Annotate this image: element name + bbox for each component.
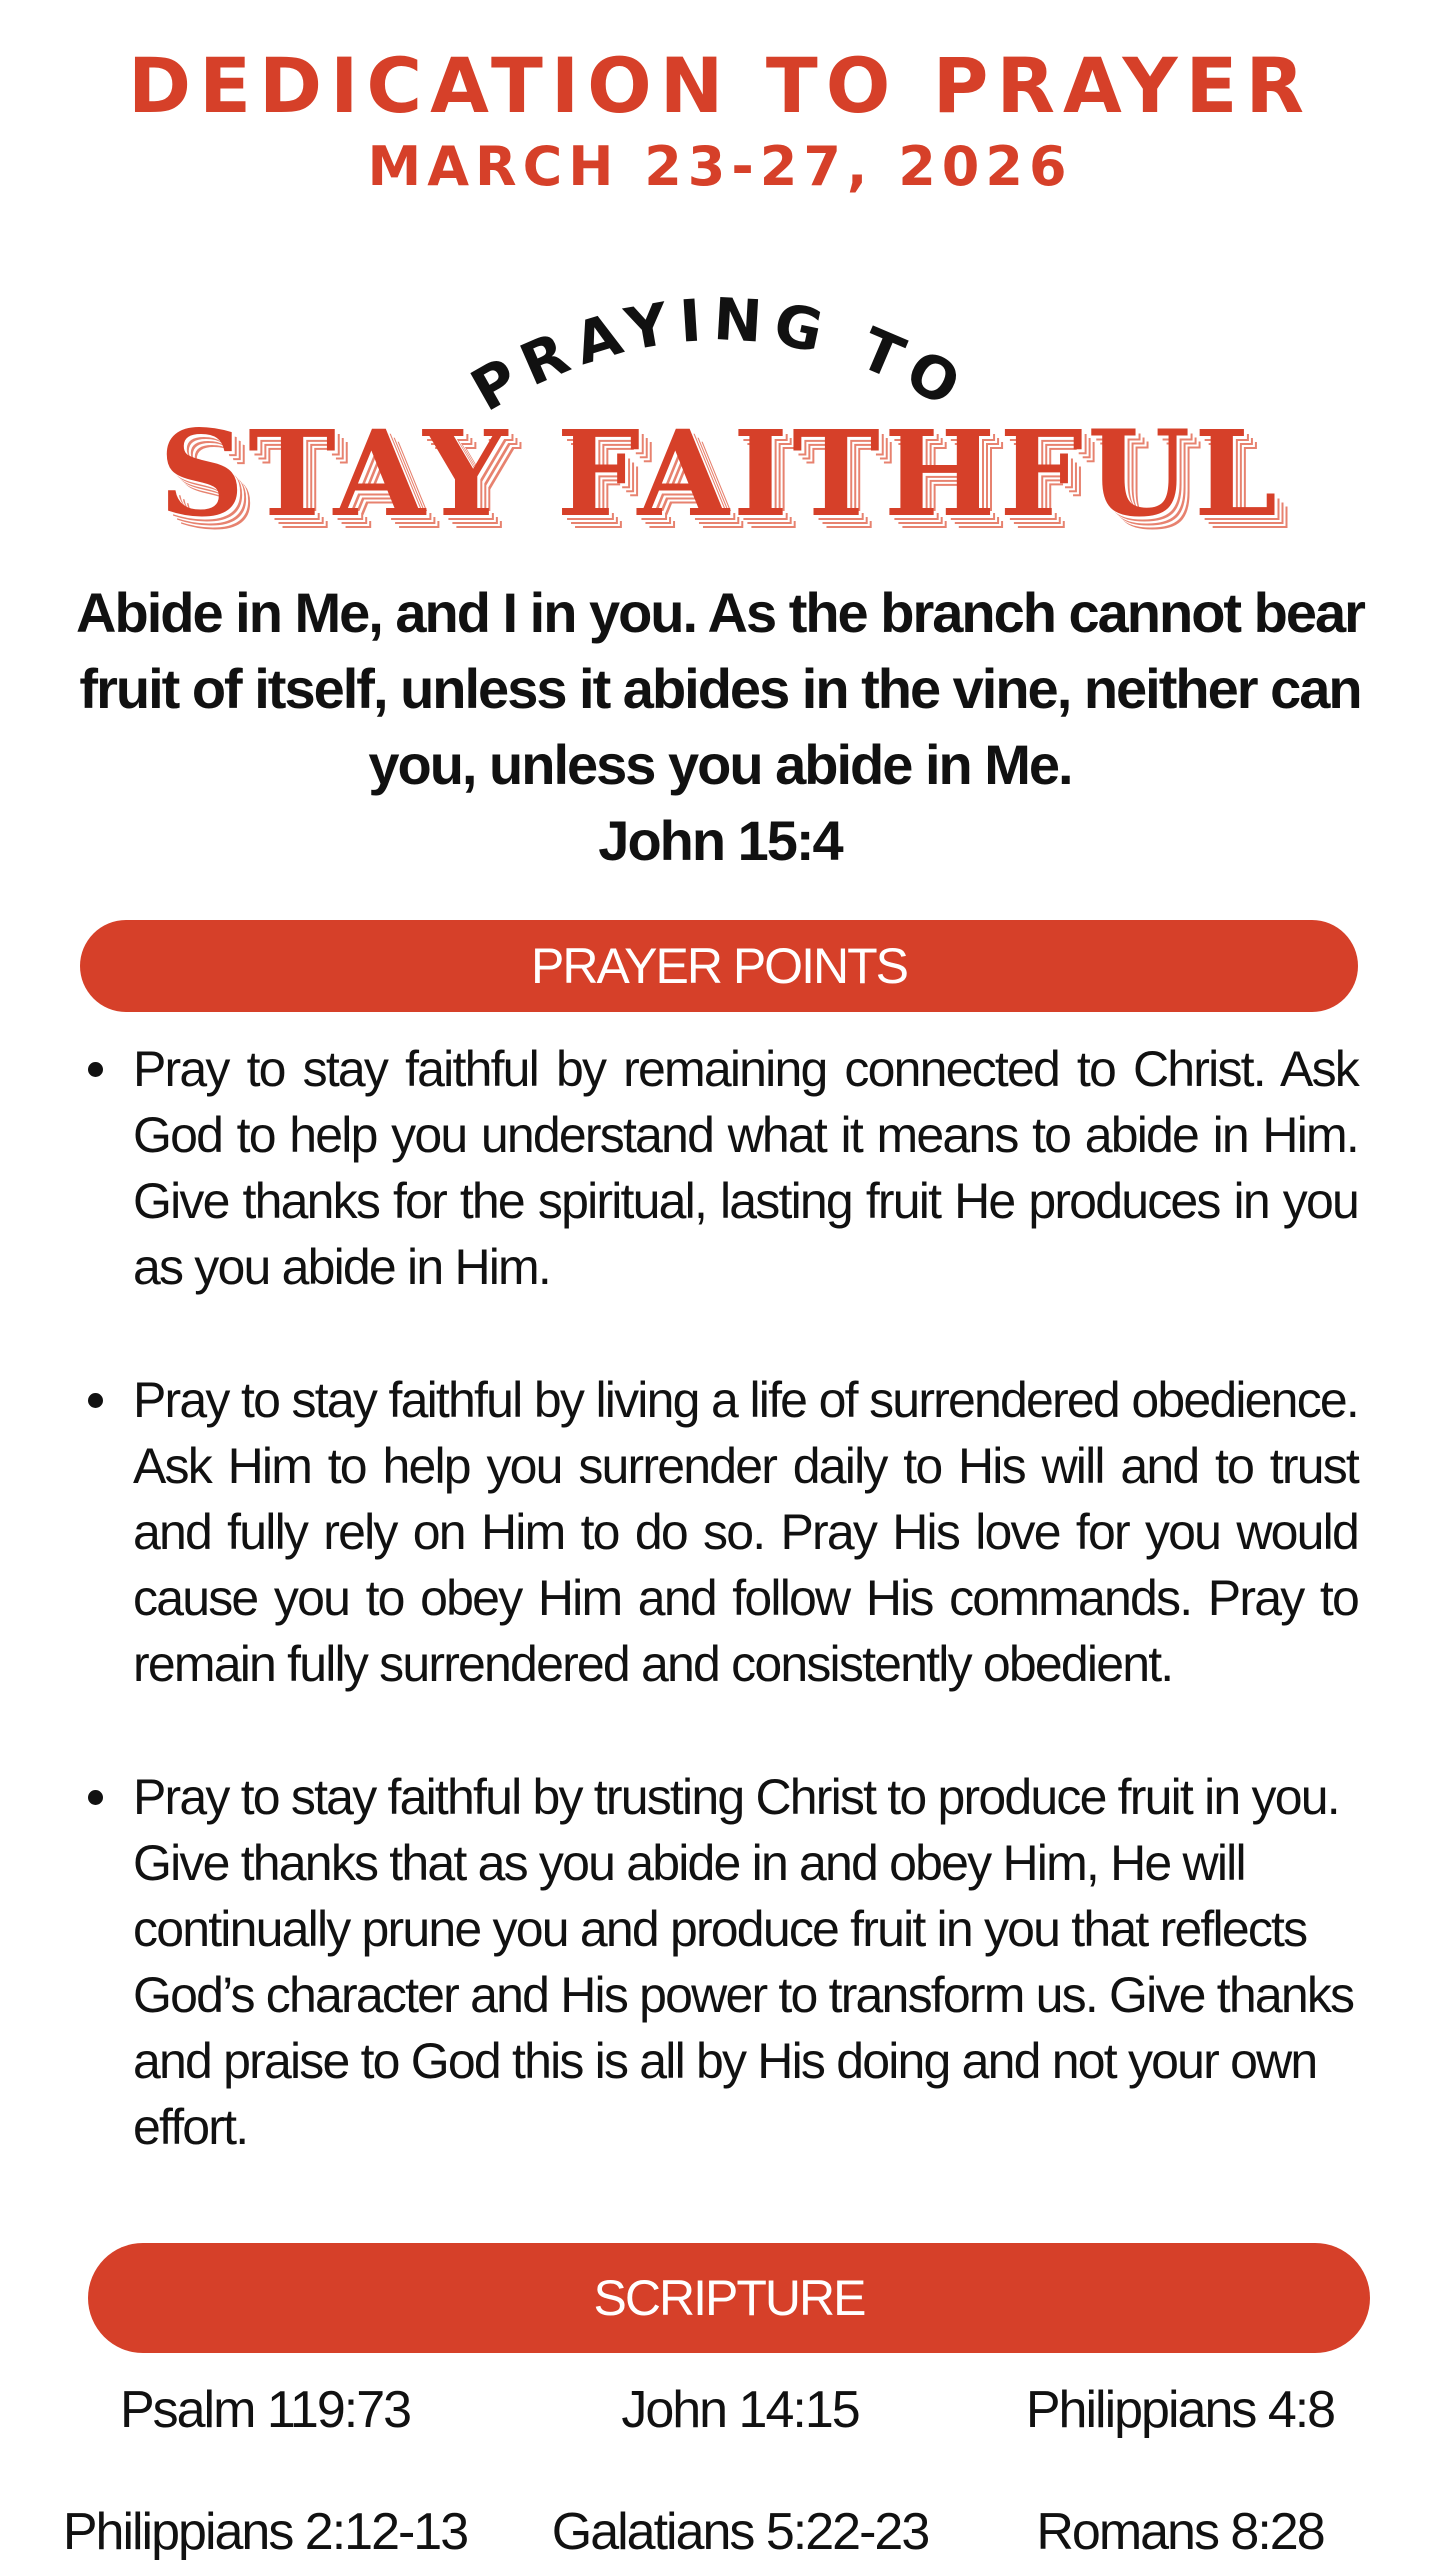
scripture-heading: SCRIPTURE (593, 2270, 865, 2326)
prayer-point (80, 1764, 1358, 2160)
scripture-banner (88, 2243, 1370, 2353)
prayer-point-text: Pray to stay faithful by remaining connected to Christ. Ask God to help you understand what it means to abide in Him. Give thanks for the spiritual, lasting fruit He produces in you as you abide in Him. (133, 1041, 1358, 1295)
prayer-point (80, 1367, 1358, 1697)
event-title: DEDICATION TO PRAYER (128, 41, 1312, 130)
bullet-icon (88, 1393, 103, 1408)
prayer-points-list (80, 1036, 1358, 2160)
bullet-icon (88, 1062, 103, 1077)
scripture-reference: Philippians 2:12-13 (62, 2503, 468, 2561)
scripture-reference: John 14:15 (621, 2381, 859, 2439)
main-title: STAY FAITHFUL (158, 404, 1282, 543)
prayer-points-banner (80, 920, 1358, 1012)
scripture-reference-grid (0, 2380, 1440, 2560)
arc-subtitle (0, 265, 1440, 415)
prayer-point-text: Pray to stay faithful by living a life of surrendered obedience. Ask Him to help you surrender daily to His will and to trust and fully rely on Him to do so. Pray His love for you would cause you to obey Him and follow His commands. Pray to remain fully surrendered and consistently obedient. (133, 1372, 1358, 1692)
prayer-point (80, 1036, 1358, 1300)
scripture-reference: Galatians 5:22-23 (551, 2503, 929, 2561)
scripture-reference: Romans 8:28 (1036, 2503, 1324, 2561)
key-verse: Abide in Me, and I in you. As the branch cannot bear fruit of itself, unless it abides in the vine, neither can you, unless you abide in Me. (76, 581, 1364, 796)
scripture-reference: Philippians 4:8 (1025, 2381, 1335, 2439)
prayer-point-text: Pray to stay faithful by trusting Christ to produce fruit in you. Give thanks that as you abide in and obey Him, He will continually prune you and produce fruit in you that reflects God’s character and His power to transform us. Give thanks and praise to God this is all by His doing and not your own effort. (133, 1769, 1354, 2155)
key-verse-reference: John 15:4 (598, 809, 842, 872)
svg-text:PRAYING TO (460, 285, 980, 415)
bullet-icon (88, 1790, 103, 1805)
scripture-reference: Psalm 119:73 (119, 2381, 411, 2439)
prayer-points-heading: PRAYER POINTS (531, 938, 907, 994)
event-date: MARCH 23-27, 2026 (367, 135, 1073, 198)
arc-subtitle-text: PRAYING TO (459, 285, 980, 415)
